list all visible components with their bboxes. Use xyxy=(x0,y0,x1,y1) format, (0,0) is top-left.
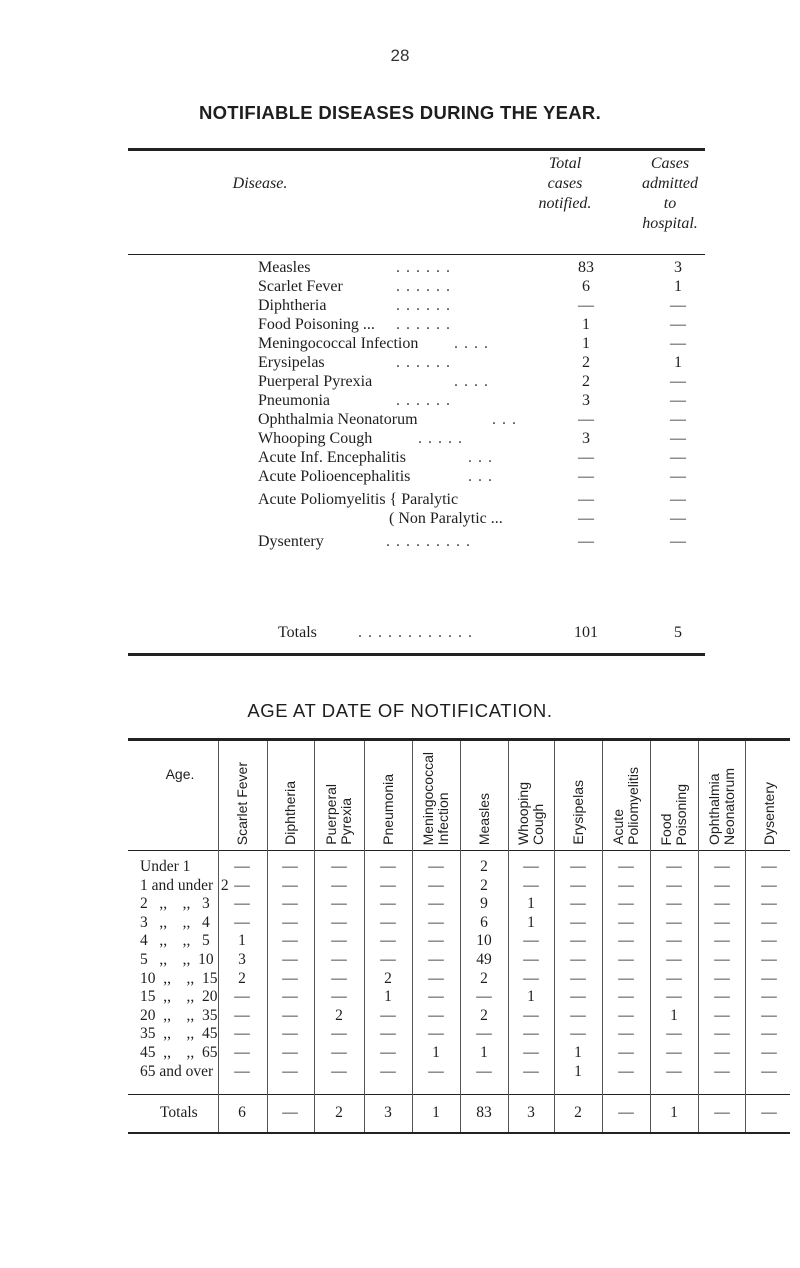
table-cell: — xyxy=(282,969,298,987)
table-cell: — xyxy=(761,895,777,913)
table-cell: — xyxy=(331,876,347,894)
table-cell: — xyxy=(618,951,634,968)
table-cell: — xyxy=(618,1006,634,1024)
table-cell: 49 xyxy=(476,951,492,968)
table-cell: — xyxy=(666,1062,682,1080)
table-row: Food Poisoning ... ...... 1 — xyxy=(258,315,708,334)
table-row: Ophthalmia Neonatorum ... — — xyxy=(258,410,708,429)
table-cell: — xyxy=(234,988,250,1006)
table-cell: 1 xyxy=(574,1062,582,1080)
totals-cell: 6 xyxy=(238,1104,246,1121)
table-cell: — xyxy=(666,988,682,1006)
table-cell: — xyxy=(761,969,777,987)
col-header-diphtheria: Diphtheria xyxy=(281,781,298,845)
table-cell: — xyxy=(761,858,777,875)
notified-value: 1 xyxy=(582,316,590,333)
disease-name: Dysentery xyxy=(258,533,324,550)
totals-cell: 83 xyxy=(476,1104,492,1121)
table-cell: — xyxy=(234,1025,250,1043)
hospital-value: — xyxy=(670,335,686,352)
table-cell: — xyxy=(761,1006,777,1024)
table-cell: — xyxy=(714,1044,730,1061)
table-cell: — xyxy=(523,951,539,968)
table-cell: — xyxy=(380,1006,396,1024)
table-cell: 2 xyxy=(335,1006,343,1024)
table-cell: — xyxy=(523,876,539,894)
table-cell: — xyxy=(476,988,492,1006)
table-cell: 1 xyxy=(670,1006,678,1024)
table-cell: — xyxy=(282,1025,298,1043)
table-cell: 2 xyxy=(238,969,246,987)
disease-name: Acute Polioencephalitis xyxy=(258,468,411,485)
column-divider xyxy=(460,741,461,1132)
column-divider xyxy=(554,741,555,1132)
header-age: Age. xyxy=(165,766,195,782)
table1-bottom-rule xyxy=(128,653,705,656)
table-cell: — xyxy=(714,1025,730,1043)
table-cell: — xyxy=(234,1062,250,1080)
table-cell: — xyxy=(523,1062,539,1080)
table-cell: — xyxy=(618,1044,634,1061)
table-row: Pneumonia ...... 3 — xyxy=(258,391,708,410)
table-cell: — xyxy=(331,951,347,968)
table-row: Acute Inf. Encephalitis ... — — xyxy=(258,448,708,467)
disease-name: Erysipelas xyxy=(258,354,325,371)
totals-cell: — xyxy=(714,1104,730,1121)
table-cell: — xyxy=(428,876,444,894)
notified-value: 2 xyxy=(582,354,590,371)
table-cell: — xyxy=(282,932,298,950)
hospital-value: — xyxy=(670,510,686,527)
disease-name: Food Poisoning ... xyxy=(258,316,375,333)
section-title-age-at-notification: AGE AT DATE OF NOTIFICATION. xyxy=(247,700,553,721)
table-row: Acute Polioencephalitis ... — — xyxy=(258,467,708,486)
notified-value: — xyxy=(578,533,594,550)
age-label: 10 ,, ,, 15 xyxy=(140,969,218,987)
table-cell: 1 xyxy=(480,1044,488,1061)
table-cell: — xyxy=(331,913,347,931)
table-cell: — xyxy=(331,1025,347,1043)
table-cell: — xyxy=(234,1006,250,1024)
table-cell: — xyxy=(380,913,396,931)
table-cell: — xyxy=(331,932,347,950)
col-header-puerperal-pyrexia: Puerperal Pyrexia xyxy=(323,784,354,845)
disease-name: Pneumonia xyxy=(258,392,330,409)
table-cell: — xyxy=(761,951,777,968)
table-cell: — xyxy=(380,895,396,913)
table-cell: — xyxy=(331,1062,347,1080)
table-cell: — xyxy=(428,988,444,1006)
table-cell: — xyxy=(570,858,586,875)
hospital-value: — xyxy=(670,491,686,508)
notified-value: 3 xyxy=(582,430,590,447)
table-cell: — xyxy=(761,988,777,1006)
table-cell: — xyxy=(234,913,250,931)
table-cell: — xyxy=(523,969,539,987)
col-header-measles: Measles xyxy=(475,792,492,845)
col-header-pneumonia: Pneumonia xyxy=(379,774,396,845)
age-label: 45 ,, ,, 65 xyxy=(140,1044,218,1061)
table-cell: — xyxy=(428,913,444,931)
notified-value: — xyxy=(578,297,594,314)
table-cell: 1 xyxy=(527,895,535,913)
section-title-notifiable-diseases: NOTIFIABLE DISEASES DURING THE YEAR. xyxy=(198,102,602,123)
table-cell: — xyxy=(476,1025,492,1043)
table-row: Meningococcal Infection .... 1 — xyxy=(258,334,708,353)
table-row: Measles ...... 83 3 xyxy=(258,258,708,277)
table-cell: — xyxy=(523,1025,539,1043)
table-cell: — xyxy=(618,1062,634,1080)
hospital-value: 1 xyxy=(674,278,682,295)
table-row: Dysentery ......... — — xyxy=(258,532,708,551)
disease-name: Acute Inf. Encephalitis xyxy=(258,449,406,466)
table-cell: — xyxy=(666,951,682,968)
table-cell: — xyxy=(666,876,682,894)
table-cell: — xyxy=(380,1044,396,1061)
column-divider xyxy=(698,741,699,1132)
table1-header-rule xyxy=(128,254,705,255)
table-cell: — xyxy=(714,951,730,968)
table-cell: — xyxy=(523,932,539,950)
totals-cell: 3 xyxy=(384,1104,392,1121)
table-cell: 1 xyxy=(574,1044,582,1061)
column-divider xyxy=(412,741,413,1132)
table-cell: — xyxy=(761,1025,777,1043)
disease-name: Whooping Cough xyxy=(258,430,373,447)
table-cell: — xyxy=(428,1062,444,1080)
table-cell: — xyxy=(570,876,586,894)
table-cell: — xyxy=(234,858,250,875)
column-divider xyxy=(364,741,365,1132)
table-cell: — xyxy=(428,951,444,968)
table-cell: — xyxy=(714,988,730,1006)
table2-header-rule xyxy=(128,850,790,851)
hospital-value: — xyxy=(670,468,686,485)
hospital-value: — xyxy=(670,316,686,333)
table-cell: — xyxy=(570,1006,586,1024)
col-header-whooping-cough: Whooping Cough xyxy=(515,781,546,845)
age-label: 2 ,, ,, 3 xyxy=(140,895,210,913)
table-cell: — xyxy=(331,895,347,913)
table-cell: 1 xyxy=(384,988,392,1006)
table-row: Whooping Cough ..... 3 — xyxy=(258,429,708,448)
column-divider xyxy=(650,741,651,1132)
disease-name: Measles xyxy=(258,259,311,276)
notified-value: 2 xyxy=(582,373,590,390)
header-admitted-hospital: Cases admitted to hospital. xyxy=(642,155,698,232)
column-divider xyxy=(602,741,603,1132)
table-cell: — xyxy=(570,951,586,968)
table1-top-rule xyxy=(128,148,705,151)
table-cell: 9 xyxy=(480,895,488,913)
table-cell: — xyxy=(380,876,396,894)
table-cell: — xyxy=(570,969,586,987)
table-cell: — xyxy=(282,913,298,931)
notified-total: 101 xyxy=(574,624,598,641)
table-cell: — xyxy=(428,1006,444,1024)
disease-name: Meningococcal Infection xyxy=(258,335,419,352)
table-cell: — xyxy=(761,932,777,950)
table-cell: — xyxy=(714,969,730,987)
table-cell: 1 xyxy=(527,913,535,931)
table-cell: — xyxy=(761,1044,777,1061)
age-label: 4 ,, ,, 5 xyxy=(140,932,210,950)
table2-top-rule xyxy=(128,738,790,741)
totals-cell: — xyxy=(761,1104,777,1121)
table-cell: — xyxy=(761,876,777,894)
table-cell: — xyxy=(282,1044,298,1061)
notified-value: 1 xyxy=(582,335,590,352)
table-cell: — xyxy=(714,932,730,950)
col-header-acute-poliomyelitis: Acute Poliomyelitis xyxy=(610,767,641,845)
totals-cell: 1 xyxy=(670,1104,678,1121)
age-label: 20 ,, ,, 35 xyxy=(140,1006,218,1024)
table-cell: — xyxy=(282,895,298,913)
hospital-value: — xyxy=(670,449,686,466)
totals-label: Totals xyxy=(160,1104,198,1121)
table-cell: — xyxy=(666,969,682,987)
totals-cell: 1 xyxy=(432,1104,440,1121)
table-row: Diphtheria ...... — — xyxy=(258,296,708,315)
table-cell: — xyxy=(428,858,444,875)
table-cell: — xyxy=(331,1044,347,1061)
table-cell: — xyxy=(570,932,586,950)
hospital-value: 1 xyxy=(674,354,682,371)
hospital-value: — xyxy=(670,430,686,447)
table-cell: — xyxy=(282,1062,298,1080)
hospital-value: — xyxy=(670,411,686,428)
table-cell: — xyxy=(282,876,298,894)
disease-name: Puerperal Pyrexia xyxy=(258,373,373,390)
table-cell: — xyxy=(523,858,539,875)
table-cell: — xyxy=(282,1006,298,1024)
table-cell: — xyxy=(618,932,634,950)
notified-value: 3 xyxy=(582,392,590,409)
notified-value: — xyxy=(578,411,594,428)
notified-value: — xyxy=(578,491,594,508)
table-cell: — xyxy=(618,858,634,875)
notified-value: 6 xyxy=(582,278,590,295)
table-cell: — xyxy=(714,1006,730,1024)
table-cell: — xyxy=(570,988,586,1006)
totals-cell: 2 xyxy=(335,1104,343,1121)
notified-value: — xyxy=(578,449,594,466)
table-cell: 2 xyxy=(480,858,488,875)
column-divider xyxy=(218,741,219,1132)
table-cell: 2 xyxy=(480,876,488,894)
col-header-scarlet-fever: Scarlet Fever xyxy=(233,761,250,845)
notified-value: — xyxy=(578,510,594,527)
table-cell: — xyxy=(282,951,298,968)
table-cell: — xyxy=(570,913,586,931)
table-cell: — xyxy=(714,876,730,894)
table-cell: — xyxy=(714,1062,730,1080)
age-label: 5 ,, ,, 10 xyxy=(140,951,214,968)
col-header-food-poisoning: Food Poisoning xyxy=(658,783,689,845)
age-label: 1 and under 2 xyxy=(140,876,229,894)
table-cell: 6 xyxy=(480,913,488,931)
hospital-value: — xyxy=(670,533,686,550)
table-cell: — xyxy=(428,895,444,913)
table-cell: 1 xyxy=(432,1044,440,1061)
table-cell: — xyxy=(666,913,682,931)
col-header-erysipelas: Erysipelas xyxy=(569,780,586,845)
table-cell: — xyxy=(761,1062,777,1080)
notified-value: 83 xyxy=(578,259,594,276)
table-cell: 10 xyxy=(476,932,492,950)
table-cell: — xyxy=(570,895,586,913)
table-cell: — xyxy=(428,932,444,950)
table2-bottom-rule xyxy=(128,1132,790,1134)
disease-name: Ophthalmia Neonatorum xyxy=(258,411,418,428)
age-label: Under 1 xyxy=(140,858,191,875)
table-cell: — xyxy=(618,876,634,894)
table-cell: — xyxy=(666,1025,682,1043)
table-cell: 1 xyxy=(527,988,535,1006)
table-cell: — xyxy=(282,988,298,1006)
column-divider xyxy=(508,741,509,1132)
notified-value: — xyxy=(578,468,594,485)
hospital-value: — xyxy=(670,373,686,390)
hospital-value: — xyxy=(670,392,686,409)
table-cell: — xyxy=(331,988,347,1006)
table-cell: — xyxy=(331,858,347,875)
table-cell: — xyxy=(714,895,730,913)
totals-cell: — xyxy=(282,1104,298,1121)
table-cell: — xyxy=(618,988,634,1006)
table-cell: — xyxy=(476,1062,492,1080)
totals-cell: 3 xyxy=(527,1104,535,1121)
table-cell: — xyxy=(380,1025,396,1043)
table-cell: — xyxy=(761,913,777,931)
totals-row: Totals ............ 101 5 xyxy=(258,623,708,642)
table-cell: 2 xyxy=(480,1006,488,1024)
age-label: 65 and over xyxy=(140,1062,214,1080)
table-cell: — xyxy=(234,895,250,913)
table-cell: — xyxy=(428,1025,444,1043)
table-cell: — xyxy=(523,1006,539,1024)
age-label: 3 ,, ,, 4 xyxy=(140,913,210,931)
hospital-total: 5 xyxy=(674,624,682,641)
column-divider xyxy=(267,741,268,1132)
table-cell: — xyxy=(666,895,682,913)
table-cell: — xyxy=(380,932,396,950)
table-cell: — xyxy=(618,969,634,987)
disease-name: Diphtheria xyxy=(258,297,327,314)
col-header-meningococcal-infection: Meningococcal Infection xyxy=(420,751,451,845)
table-cell: — xyxy=(666,858,682,875)
hospital-value: — xyxy=(670,297,686,314)
table-cell: — xyxy=(618,913,634,931)
table-row: Erysipelas ...... 2 1 xyxy=(258,353,708,372)
table-cell: 1 xyxy=(238,932,246,950)
column-divider xyxy=(314,741,315,1132)
header-disease: Disease. xyxy=(232,175,288,192)
col-header-dysentery: Dysentery xyxy=(760,781,777,845)
table-cell: — xyxy=(331,969,347,987)
age-label: 15 ,, ,, 20 xyxy=(140,988,218,1006)
disease-name: Scarlet Fever xyxy=(258,278,343,295)
table-cell: — xyxy=(380,1062,396,1080)
table-cell: — xyxy=(570,1025,586,1043)
table-cell: 3 xyxy=(238,951,246,968)
table-cell: — xyxy=(666,1044,682,1061)
table-cell: — xyxy=(714,858,730,875)
col-header-ophthalmia-neonatorum: Ophthalmia Neonatorum xyxy=(706,767,737,845)
totals-cell: — xyxy=(618,1104,634,1121)
table2-totals-rule xyxy=(128,1094,790,1095)
table-row: Scarlet Fever ...... 6 1 xyxy=(258,277,708,296)
totals-label: Totals xyxy=(278,624,317,641)
table-cell: — xyxy=(618,895,634,913)
table-cell: — xyxy=(618,1025,634,1043)
table-cell: — xyxy=(380,858,396,875)
column-divider xyxy=(745,741,746,1132)
table-row xyxy=(258,490,708,509)
table-cell: — xyxy=(380,951,396,968)
page-number: 28 xyxy=(390,46,410,65)
table-cell: — xyxy=(523,1044,539,1061)
age-label: 35 ,, ,, 45 xyxy=(140,1025,218,1043)
table-cell: 2 xyxy=(384,969,392,987)
table-cell: — xyxy=(234,876,250,894)
disease-name: Acute Poliomyelitis { Paralytic xyxy=(258,491,459,508)
table-cell: — xyxy=(282,858,298,875)
table-cell: — xyxy=(666,932,682,950)
table-cell: — xyxy=(234,1044,250,1061)
header-total-notified: Total cases notified. xyxy=(538,155,592,212)
disease-name: ( Non Paralytic ... xyxy=(389,510,503,527)
table-cell: 2 xyxy=(480,969,488,987)
totals-cell: 2 xyxy=(574,1104,582,1121)
table-row xyxy=(258,509,708,528)
table-row: Puerperal Pyrexia .... 2 — xyxy=(258,372,708,391)
table-cell: — xyxy=(714,913,730,931)
hospital-value: 3 xyxy=(674,259,682,276)
table-cell: — xyxy=(428,969,444,987)
